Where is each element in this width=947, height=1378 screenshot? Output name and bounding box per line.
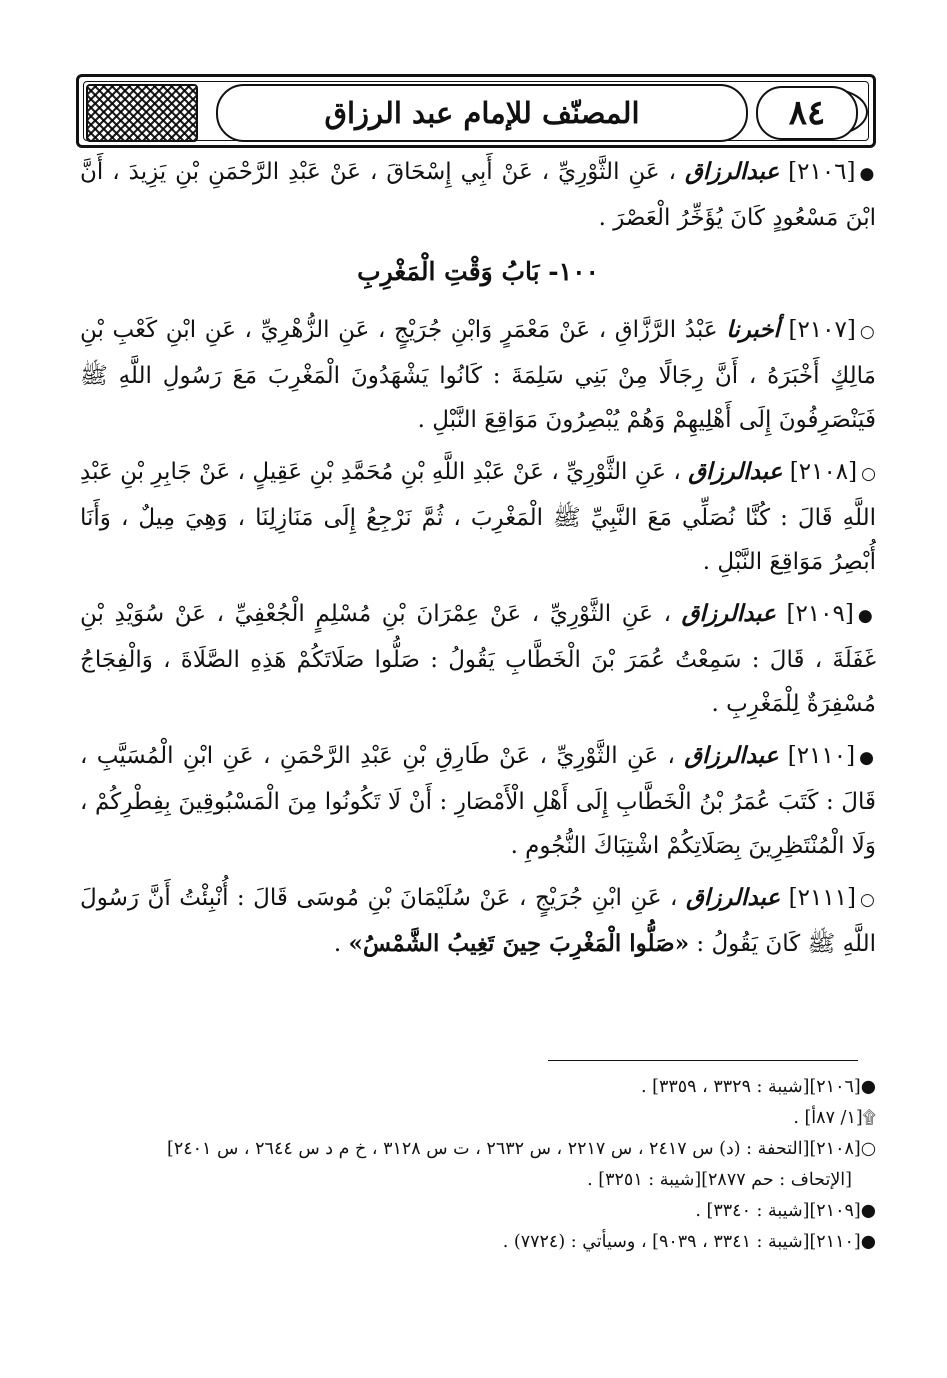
page-header [76, 74, 876, 148]
entry-number: [٢١٠٩] [786, 601, 854, 627]
prophetic-quote: «صَلُّوا الْمَغْرِبَ حِينَ تَغِيبُ الشَّمْسُ» [348, 930, 690, 957]
hadith-entry [80, 450, 876, 584]
entry-number: [٢١١٠] [787, 743, 856, 769]
book-title: المصنّف للإمام عبد الرزاق [216, 84, 748, 142]
entry-tail: . [333, 931, 342, 957]
footnote: ●[٢١١٠][شيبة : ٣٣٤١ ، ٩٠٣٩] ، وسيأتي : (٧٧٢٤) . [502, 1232, 876, 1252]
footnote: [الإتحاف : حم ٢٨٧٧][شيبة : ٣٢٥١] . [587, 1170, 852, 1190]
entry-author: عبدالرزاق [685, 884, 781, 911]
entry-marker: ○ [859, 322, 877, 342]
section-title: ١٠٠- بَابُ وَقْتِ الْمَغْرِبِ [357, 257, 599, 286]
entry-text: ، عَنِ الثَّوْرِيِّ ، عَنْ عِمْرَانَ بْنِ مُسْلِمٍ الْجُعْفِيِّ ، عَنْ سُوَيْدِ بْنِ غَفَلَةَ ، قَالَ : سَمِعْتُ عُمَرَ بْنَ الْخَطَّابِ يَقُولُ : صَلُّوا صَلَاتَكُمْ هَذِهِ الصَّلَاةَ ، وَالْفِجَاجُ مُسْفِرَةٌ لِلْمَغْرِبِ . [80, 601, 876, 717]
hadith-entry [80, 150, 876, 240]
entry-author: عبدالرزاق [681, 600, 776, 627]
entry-text: ، عَنِ ابْنِ جُرَيْجٍ ، عَنْ سُلَيْمَانَ بْنِ مُوسَى قَالَ : أُنْبِئْتُ أَنَّ رَسُولَ اللَّهِ ﷺ كَانَ يَقُولُ : [80, 885, 876, 957]
footnote: ○[٢١٠٨][التحفة : (د) س ٢٤١٧ ، س ٢٢١٧ ، س ٢٦٣٢ ، ت س ٣١٢٨ ، خ م د س ٢٦٤٤ ، س ٢٤٠١] [167, 1139, 876, 1159]
entry-marker: ○ [860, 890, 877, 910]
main-text [80, 150, 876, 974]
ornament-left [86, 84, 198, 142]
entry-author: عبدالرزاق [688, 458, 783, 485]
footnote: ۩[١/ ٨٧أ] . [793, 1108, 876, 1128]
entry-number: [٢١١١] [788, 885, 857, 911]
entry-text: ، عَنِ الثَّوْرِيِّ ، عَنْ طَارِقِ بْنِ عَبْدِ الرَّحْمَنِ ، عَنِ ابْنِ الْمُسَيَّبِ ، قَالَ : كَتَبَ عُمَرُ بْنُ الْخَطَّابِ إِلَى أَهْلِ الْأَمْصَارِ : أَنْ لَا تَكُونُوا مِنَ الْمَسْبُوقِينَ بِفِطْرِكُمْ ، وَلَا الْمُنْتَظِرِينَ بِصَلَاتِكُمْ اشْتِبَاكَ النُّجُومِ . [80, 743, 876, 859]
page-number: ٨٤ [756, 86, 858, 140]
entry-marker: ● [857, 606, 876, 626]
footnote: ●[٢١٠٩][شيبة : ٣٣٤٠] . [695, 1201, 876, 1221]
footnote-separator [548, 1060, 858, 1061]
entry-author: أخبرنا [726, 316, 780, 343]
hadith-entry [80, 308, 876, 442]
hadith-entry [80, 734, 876, 868]
entry-number: [٢١٠٦] [788, 159, 856, 185]
entry-number: [٢١٠٨] [789, 459, 858, 485]
entry-marker: ○ [861, 464, 877, 484]
hadith-entry [80, 592, 876, 726]
footnote: ●[٢١٠٦][شيبة : ٣٣٢٩ ، ٣٣٥٩] . [641, 1077, 876, 1097]
footnotes [80, 1072, 876, 1258]
entry-text: ، عَنِ الثَّوْرِيِّ ، عَنْ عَبْدِ اللَّهِ بْنِ مُحَمَّدِ بْنِ عَقِيلٍ ، عَنْ جَابِرِ بْنِ عَبْدِ اللَّهِ قَالَ : كُنَّا نُصَلِّي مَعَ النَّبِيِّ ﷺ الْمَغْرِبَ ، ثُمَّ نَرْجِعُ إِلَى مَنَازِلِنَا ، وَهِيَ مِيلٌ ، وَأَنَا أُبْصِرُ مَوَاقِعَ النَّبْلِ . [80, 459, 876, 575]
entry-number: [٢١٠٧] [788, 317, 856, 343]
entry-text: عَبْدُ الرَّزَّاقِ ، عَنْ مَعْمَرٍ وَابْنِ جُرَيْجٍ ، عَنِ الزُّهْرِيِّ ، عَنِ ابْنِ كَعْبِ بْنِ مَالِكٍ أَخْبَرَهُ ، أَنَّ رِجَالًا مِنْ بَنِي سَلِمَةَ : كَانُوا يَشْهَدُونَ الْمَغْرِبَ مَعَ رَسُولِ اللَّهِ ﷺ فَيَنْصَرِفُونَ إِلَى أَهْلِيهِمْ وَهُمْ يُبْصِرُونَ مَوَاقِعَ النَّبْلِ . [80, 317, 876, 433]
entry-text: ، عَنِ الثَّوْرِيِّ ، عَنْ أَبِي إِسْحَاقَ ، عَنْ عَبْدِ الرَّحْمَنِ بْنِ يَزِيدَ ، أَنَّ ابْنَ مَسْعُودٍ كَانَ يُؤَخِّرُ الْعَصْرَ . [80, 159, 876, 231]
entry-author: عبدالرزاق [684, 742, 779, 769]
entry-marker: ● [859, 748, 876, 768]
entry-author: عبدالرزاق [685, 158, 780, 185]
entry-marker: ● [859, 164, 877, 184]
hadith-entry [80, 876, 876, 966]
